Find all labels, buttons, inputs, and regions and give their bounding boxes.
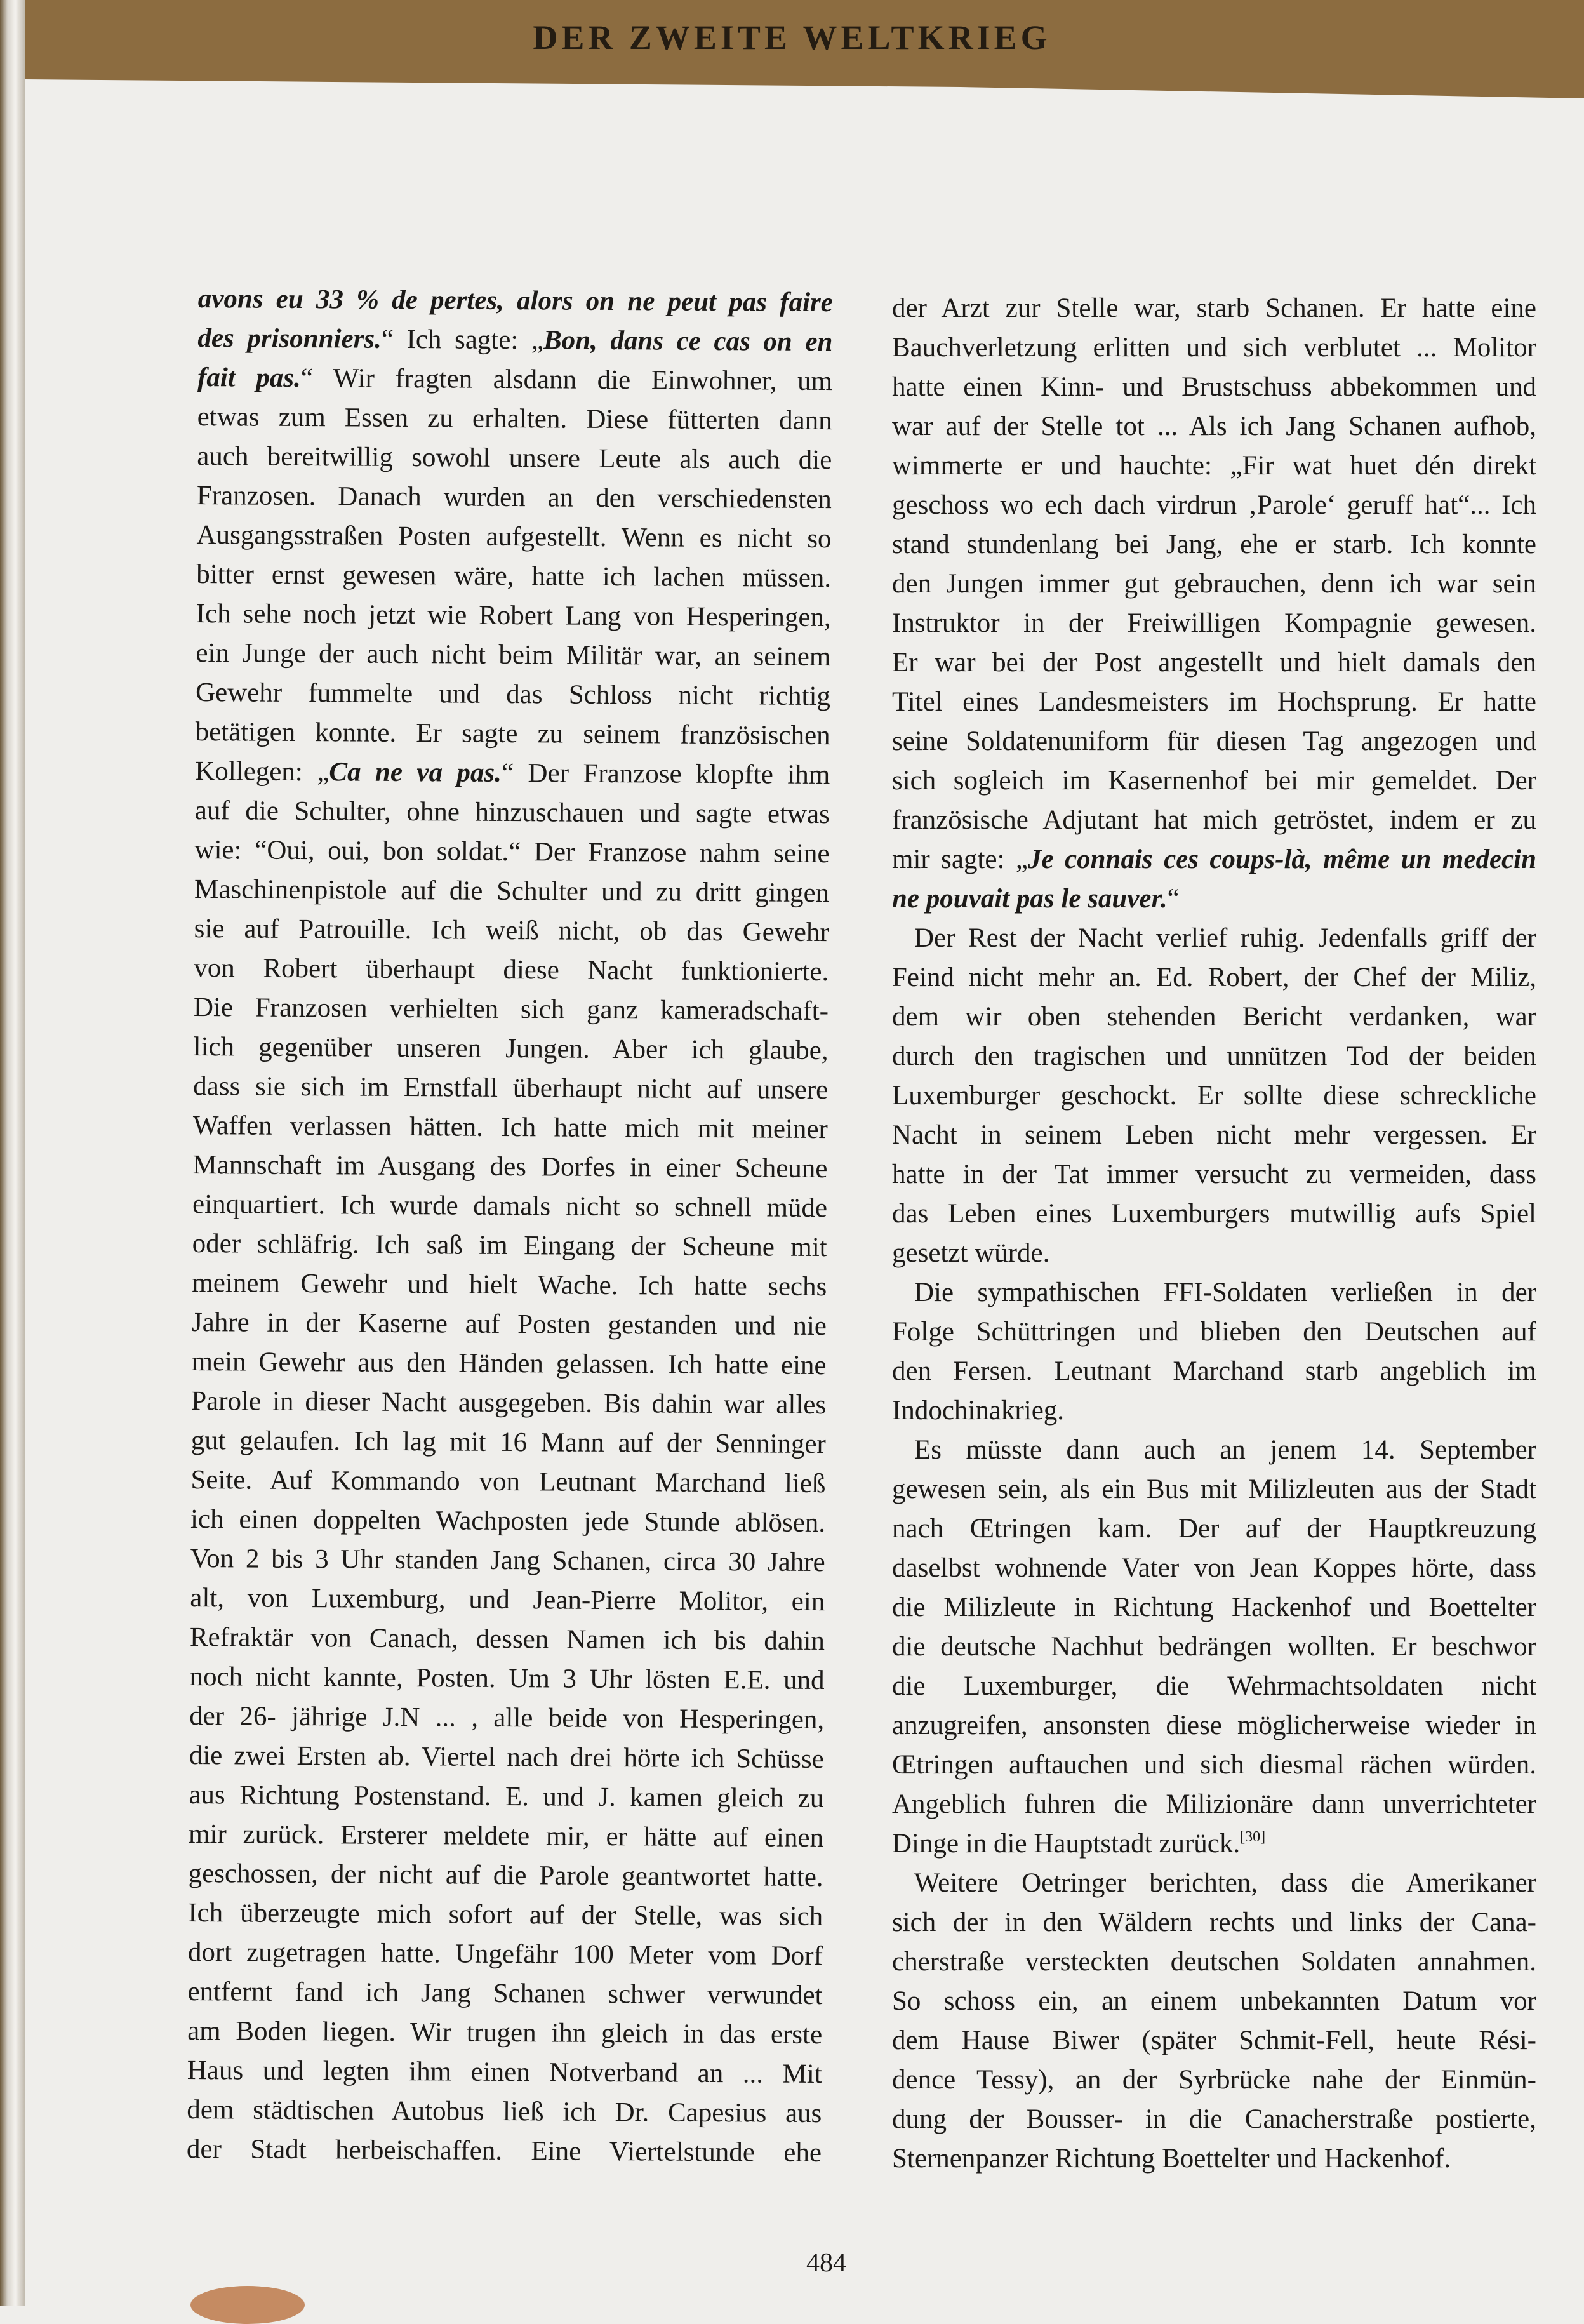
text-run: einquartiert. Ich wurde damals nicht so schnell müde [192, 1189, 828, 1224]
text-run: Weitere Oetringer berichten, dass die Amerikaner [914, 1868, 1536, 1898]
text-run: bitter ernst gewesen wäre, hatte ich lachen müssen. [196, 559, 832, 594]
text-run: hatte einen Kinn- und Brustschuss abbekommen und [892, 372, 1536, 402]
text-line [190, 1618, 825, 1661]
text-line [194, 909, 829, 952]
text-run: Der Rest der Nacht verlief ruhig. Jedenfalls griff der [914, 923, 1536, 953]
text-run: dung der Bousser- in die Canacherstraße postierte, [892, 2104, 1536, 2134]
text-line [892, 1116, 1536, 1155]
text-run: Es müsste dann auch an jenem 14. September [914, 1435, 1536, 1465]
text-run: mir sagte: „ [892, 845, 1028, 874]
footnote-ref: [30] [1240, 1829, 1266, 1845]
text-run: der Arzt zur Stelle war, starb Schanen. Er hatte eine [892, 293, 1536, 323]
text-run: Folge Schüttringen und blieben den Deutschen auf [892, 1317, 1536, 1347]
text-line [892, 407, 1536, 446]
italic-quote: Bon, dans ce cas on en [543, 325, 833, 357]
text-line [196, 594, 831, 638]
text-run: Franzosen. Danach wurden an den verschiedensten [196, 480, 832, 515]
text-run: Mannschaft im Ausgang des Dorfes in einer Scheune [192, 1149, 828, 1184]
text-line [189, 1697, 824, 1740]
text-run: Dinge in die Hauptstadt zurück. [892, 1829, 1241, 1859]
text-line [892, 446, 1536, 486]
text-run: ich einen doppelten Wachposten jede Stunde ablösen. [190, 1504, 826, 1539]
left-text-column [187, 279, 833, 2173]
text-line [189, 1815, 823, 1858]
text-run: Die sympathischen FFI-Soldaten verließen in der [914, 1278, 1536, 1307]
text-line [189, 1736, 824, 1779]
text-run: “ Ich sagte: „ [381, 324, 544, 356]
text-run: Nacht in seinem Leben nicht mehr vergessen. Er [892, 1120, 1536, 1150]
italic-quote: Ca ne va pas. [329, 757, 502, 788]
text-line [193, 1106, 828, 1149]
text-run: gesetzt würde. [892, 1238, 1050, 1268]
text-run: oder schläfrig. Ich saß im Eingang der Scheune mit [192, 1228, 827, 1263]
text-line [195, 752, 830, 795]
text-line [892, 801, 1536, 840]
text-run: dem Hause Biwer (später Schmit-Fell, heute Rési- [892, 2026, 1536, 2055]
text-run: ein Junge der auch nicht beim Militär war, an seinem [196, 638, 831, 672]
text-line [892, 998, 1536, 1037]
text-line [892, 643, 1536, 683]
right-text-column [892, 289, 1536, 2179]
text-line [892, 1549, 1536, 1588]
text-run: die Luxemburger, die Wehrmachtsoldaten nicht [892, 1671, 1536, 1701]
text-line [192, 1145, 827, 1189]
page-stack-edge [0, 0, 25, 2306]
text-line [188, 1893, 823, 1937]
text-run: So schoss ein, an einem unbekannten Datum vor [892, 1986, 1536, 2016]
text-line [892, 2100, 1536, 2139]
text-run: das Leben eines Luxemburgers mutwillig aufs Spiel [892, 1199, 1536, 1229]
text-line [197, 319, 832, 362]
text-line [892, 683, 1536, 722]
text-run: Bauchverletzung erlitten und sich verblutet ... Molitor [892, 333, 1536, 363]
text-line [196, 634, 830, 677]
text-run: meinem Gewehr und hielt Wache. Ich hatte sechs [192, 1267, 827, 1302]
text-run: gewesen sein, als ein Bus mit Milizleuten aus der Stadt [892, 1474, 1536, 1504]
text-line [195, 712, 830, 756]
text-line [197, 397, 832, 441]
text-line [197, 476, 832, 519]
text-run: war auf der Stelle tot ... Als ich Jang Schanen aufhob, [892, 411, 1536, 441]
text-line [189, 1775, 823, 1819]
text-line [892, 486, 1536, 525]
text-line [196, 516, 831, 559]
text-run: Indochinakrieg. [892, 1396, 1065, 1426]
text-run: “ [1167, 884, 1180, 914]
text-line [197, 358, 832, 401]
text-line [188, 1933, 823, 1976]
text-line [892, 368, 1536, 407]
text-line [191, 1342, 826, 1386]
text-run: Er war bei der Post angestellt und hielt damals den [892, 648, 1536, 678]
text-line [892, 1746, 1536, 1785]
text-line [892, 1864, 1536, 1903]
italic-quote: Je connais ces coups-là, même un medecin [1028, 845, 1536, 874]
text-line [892, 1234, 1536, 1273]
text-line [892, 564, 1536, 604]
text-run: Kollegen: „ [195, 756, 329, 787]
text-run: dem städtischen Autobus ließ ich Dr. Capesius aus [187, 2094, 822, 2129]
text-line [892, 722, 1536, 761]
text-run: Jahre in der Kaserne auf Posten gestanden und nie [191, 1307, 827, 1342]
text-run: auch bereitwillig sowohl unsere Leute als auch die [197, 441, 832, 476]
text-run: Ausgangsstraßen Posten aufgestellt. Wenn es nicht so [196, 519, 832, 554]
text-line [190, 1539, 825, 1582]
text-run: durch den tragischen und unnützen Tod der beiden [892, 1041, 1536, 1071]
text-line [192, 1224, 827, 1267]
text-run: “ Der Franzose klopfte ihm [501, 758, 830, 791]
running-header-title: DER ZWEITE WELTKRIEG [533, 18, 1051, 57]
text-line [892, 2060, 1536, 2100]
text-line [892, 1588, 1536, 1627]
text-run: Angeblich fuhren die Milizionäre dann unverrichteter [892, 1789, 1536, 1819]
text-line [193, 1027, 828, 1071]
text-line [892, 1352, 1536, 1391]
text-run: auf die Schulter, ohne hinzuschauen und sagte etwas [194, 795, 830, 830]
italic-quote: des prisonniers. [197, 323, 382, 354]
text-run: Gewehr fummelte und das Schloss nicht richtig [195, 677, 831, 712]
text-line [892, 840, 1536, 879]
text-run: nach Œtringen kam. Der auf der Hauptkreuzung [892, 1514, 1536, 1544]
text-line [191, 1382, 826, 1425]
text-run: mein Gewehr aus den Händen gelassen. Ich hatte eine [191, 1346, 827, 1381]
text-line [187, 2051, 822, 2094]
text-run: Instruktor in der Freiwilligen Kompagnie gewesen. [892, 608, 1536, 638]
text-run: stand stundenlang bei Jang, ehe er starb. Ich konnte [892, 530, 1536, 559]
text-line [189, 1657, 824, 1700]
text-line [194, 949, 829, 992]
text-run: geschoss wo ech dach virdrun ‚Parole‘ geruff hat“... Ich [892, 490, 1536, 520]
text-run: gut gelaufen. Ich lag mit 16 Mann auf der Senninger [190, 1425, 826, 1460]
text-run: aus Richtung Postenstand. E. und J. kamen gleich zu [189, 1779, 824, 1814]
text-line [190, 1500, 825, 1543]
text-line [187, 2130, 822, 2173]
text-line [892, 1194, 1536, 1234]
text-run: der 26- jährige J.N ... , alle beide von Hesperingen, [189, 1700, 825, 1735]
text-line [892, 289, 1536, 328]
text-line [892, 525, 1536, 564]
text-line [190, 1579, 825, 1622]
text-run: seine Soldatenuniform für diesen Tag angezogen und [892, 726, 1536, 756]
text-run: Feind nicht mehr an. Ed. Robert, der Chef der Miliz, [892, 963, 1536, 992]
text-run: Luxemburger geschockt. Er sollte diese schreckliche [892, 1081, 1536, 1111]
text-line [892, 1076, 1536, 1116]
text-line [892, 1431, 1536, 1470]
text-line [192, 1264, 827, 1307]
text-run: etwas zum Essen zu erhalten. Diese fütterten dann [197, 401, 832, 436]
text-line [892, 1037, 1536, 1076]
text-line [190, 1460, 825, 1504]
text-line [892, 1942, 1536, 1982]
text-run: geschossen, der nicht auf die Parole geantwortet hatte. [188, 1858, 823, 1893]
text-run: die Milizleute in Richtung Hackenhof und Boettelter [892, 1593, 1536, 1622]
text-run: Ich sehe noch jetzt wie Robert Lang von Hesperingen, [196, 598, 831, 633]
text-run: dence Tessy), an der Syrbrücke nahe der Einmün- [892, 2065, 1536, 2095]
text-line [197, 437, 832, 480]
text-line [191, 1421, 826, 1464]
text-line [892, 1824, 1536, 1864]
text-line [892, 761, 1536, 801]
text-line [892, 1312, 1536, 1352]
text-run: betätigen konnte. Er sagte zu seinem französischen [195, 716, 830, 751]
text-run: wie: “Oui, oui, bon soldat.“ Der Franzose nahm seine [194, 834, 830, 869]
text-line [892, 1470, 1536, 1509]
text-run: Von 2 bis 3 Uhr standen Jang Schanen, circa 30 Jahre [190, 1543, 825, 1578]
text-run: wimmerte er und hauchte: „Fir wat huet dén direkt [892, 451, 1536, 481]
text-run: den Jungen immer gut gebrauchen, denn ich war sein [892, 569, 1536, 599]
text-line [892, 879, 1536, 919]
italic-quote: avons eu 33 % de pertes, alors on ne peut pas faire [197, 283, 833, 318]
text-run: Haus und legten ihm einen Notverband an ... Mit [187, 2055, 822, 2090]
text-run: Titel eines Landesmeisters im Hochsprung. Er hatte [892, 687, 1536, 717]
text-line [892, 1667, 1536, 1706]
text-run: Sternenpanzer Richtung Boettelter und Hackenhof. [892, 2144, 1451, 2174]
text-run: noch nicht kannte, Posten. Um 3 Uhr lösten E.E. und [189, 1661, 825, 1696]
text-line [187, 2090, 822, 2134]
thumb-in-frame [190, 2286, 305, 2324]
text-run: Maschinenpistole auf die Schulter und zu dritt gingen [194, 874, 830, 909]
text-run: dem wir oben stehenden Bericht verdanken, war [892, 1002, 1536, 1032]
text-run: die deutsche Nachhut bedrängen wollten. Er beschwor [892, 1632, 1536, 1662]
text-line [892, 604, 1536, 643]
page-number: 484 [806, 2248, 846, 2278]
text-run: alt, von Luxemburg, und Jean-Pierre Molitor, ein [190, 1582, 825, 1617]
text-line [196, 555, 831, 598]
text-run: sich sogleich im Kasernenhof bei mir gemeldet. Der [892, 766, 1536, 796]
text-line [188, 1854, 823, 1897]
text-run: Die Franzosen verhielten sich ganz kameradschaft- [193, 992, 829, 1027]
text-run: am Boden liegen. Wir trugen ihn gleich in das erste [187, 2015, 823, 2050]
text-line [198, 279, 833, 323]
text-line [892, 1706, 1536, 1746]
text-run: sie auf Patrouille. Ich weiß nicht, ob das Gewehr [194, 913, 829, 948]
text-line [194, 870, 829, 913]
text-line [195, 791, 830, 834]
text-line [892, 2021, 1536, 2060]
text-run: französische Adjutant hat mich getröstet, indem er zu [892, 805, 1536, 835]
text-line [892, 1903, 1536, 1942]
text-line [892, 2139, 1536, 2179]
text-line [196, 673, 830, 716]
text-line [892, 1509, 1536, 1549]
italic-quote: fait pas. [197, 362, 301, 393]
text-run: lich gegenüber unseren Jungen. Aber ich glaube, [193, 1031, 829, 1066]
text-run: dass sie sich im Ernstfall überhaupt nicht auf unsere [193, 1071, 829, 1105]
text-run: daselbst wohnende Vater von Jean Koppes hörte, dass [892, 1553, 1536, 1583]
text-run: Seite. Auf Kommando von Leutnant Marchand ließ [190, 1464, 826, 1499]
italic-quote: ne pouvait pas le sauver. [892, 884, 1168, 914]
text-line [892, 1627, 1536, 1667]
text-run: Œtringen auftauchen und sich diesmal rächen würden. [892, 1750, 1536, 1780]
text-line [892, 958, 1536, 998]
text-line [192, 1185, 827, 1228]
text-line [892, 1273, 1536, 1312]
text-line [892, 328, 1536, 368]
text-line [892, 919, 1536, 958]
text-line [194, 831, 829, 874]
text-run: “ Wir fragten alsdann die Einwohner, um [300, 363, 833, 397]
text-run: cherstraße versteckten deutschen Soldaten annahmen. [892, 1947, 1536, 1977]
text-run: entfernt fand ich Jang Schanen schwer verwundet [187, 1976, 823, 2011]
text-run: Refraktär von Canach, dessen Namen ich bis dahin [189, 1622, 825, 1657]
text-run: den Fersen. Leutnant Marchand starb angeblich im [892, 1356, 1536, 1386]
text-run: Parole in dieser Nacht ausgegeben. Bis dahin war alles [191, 1386, 827, 1420]
text-line [892, 1785, 1536, 1824]
text-line [892, 1982, 1536, 2021]
text-run: Ich überzeugte mich sofort auf der Stelle, was sich [188, 1897, 823, 1932]
text-run: der Stadt herbeischaffen. Eine Viertelstunde ehe [186, 2134, 822, 2168]
text-line [192, 1303, 827, 1346]
text-line [194, 988, 829, 1031]
text-line [892, 1155, 1536, 1194]
text-run: die zwei Ersten ab. Viertel nach drei hörte ich Schüsse [189, 1740, 824, 1775]
text-run: Waffen verlassen hätten. Ich hatte mich mit meiner [192, 1110, 828, 1145]
text-line [892, 1391, 1536, 1431]
text-run: von Robert überhaupt diese Nacht funktionierte. [194, 952, 829, 987]
text-run: mir zurück. Ersterer meldete mir, er hätte auf einen [188, 1819, 824, 1853]
text-line [187, 2012, 822, 2055]
text-line [187, 1972, 822, 2015]
text-line [193, 1067, 828, 1110]
text-run: sich der in den Wäldern rechts und links der Cana- [892, 1907, 1536, 1937]
text-run: anzugreifen, ansonsten diese möglicherweise wieder in [892, 1711, 1536, 1740]
text-run: dort zugetragen hatte. Ungefähr 100 Meter vom Dorf [187, 1937, 823, 1972]
text-run: hatte in der Tat immer versucht zu vermeiden, dass [892, 1159, 1536, 1189]
